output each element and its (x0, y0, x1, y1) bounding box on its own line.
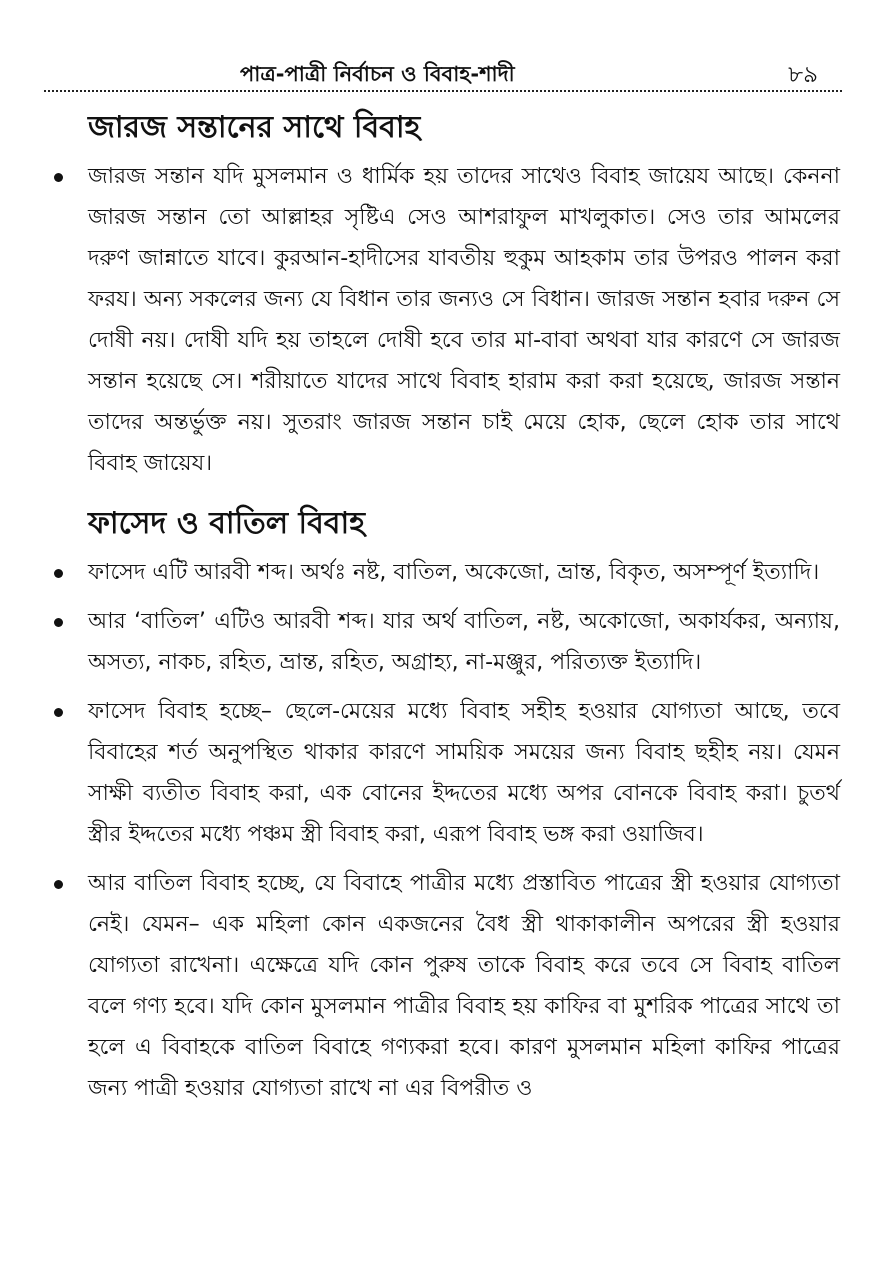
section-fasid-batil-marriage (40, 496, 840, 1109)
section-illegitimate-child-marriage (40, 100, 840, 484)
paragraph-text: আর ‘বাতিল’ এটিও আরবী শব্দ। যার অর্থ বাতিল, নষ্ট, অকোজো, অকার্যকর, অন্যায়, অসত্য, নাকচ, রহিত, ভ্রান্ত, রহিত, অগ্রাহ্য, না-মঞ্জুর, পরিত্যক্ত ইত্যাদি। (88, 609, 840, 675)
page-body (40, 100, 840, 1119)
bullet-paragraph (40, 863, 840, 1109)
bullet-paragraph (40, 156, 840, 484)
bullet-icon (54, 173, 63, 182)
bullet-icon (54, 880, 63, 889)
paragraph-text: ফাসেদ বিবাহ হচ্ছে– ছেলে-মেয়ের মধ্যে বিবাহ সহীহ হওয়ার যোগ্যতা আছে, তবে বিবাহের শর্ত অনুপস্থিত থাকার কারণে সাময়িক সময়ের জন্য বিবাহ ছহীহ নয়। যেমন সাক্ষী ব্যতীত বিবাহ করা, এক বোনের ইদ্দতের মধ্যে অপর বোনকে বিবাহ করা। চুতর্থ স্ত্রীর ইদ্দতের মধ্যে পঞ্চম স্ত্রী বিবাহ করা, এরূপ বিবাহ ভঙ্গ করা ওয়াজিব। (88, 699, 840, 847)
bullet-icon (54, 569, 63, 578)
page-number: ৮৯ (788, 62, 818, 88)
running-header (40, 52, 840, 92)
section-heading: ফাসেদ ও বাতিল বিবাহ (88, 506, 365, 541)
header-dotted-rule (44, 90, 842, 92)
running-header-title: পাত্র-পাত্রী নির্বাচন ও বিবাহ-শাদী (240, 62, 515, 86)
paragraph-text: ফাসেদ এটি আরবী শব্দ। অর্থঃ নষ্ট, বাতিল, অকেজো, ভ্রান্ত, বিকৃত, অসম্পূর্ণ ইত্যাদি। (88, 560, 820, 585)
paragraph-text: জারজ সন্তান যদি মুসলমান ও ধার্মিক হয় তাদের সাথেও বিবাহ জায়েয আছে। কেননা জারজ সন্তান তো আল্লাহর সৃষ্টিএ সেও আশরাফুল মাখলুকাত। সেও তার আমলের দরুণ জান্নাতে যাবে। কুরআন-হাদীসের যাবতীয় হুকুম আহকাম তার উপরও পালন করা ফরয। অন্য সকলের জন্য যে বিধান তার জন্যও সে বিধান। জারজ সন্তান হবার দরুন সে দোষী নয়। দোষী যদি হয় তাহলে দোষী হবে তার মা-বাবা অথবা যার কারণে সে জারজ সন্তান হয়েছে সে। শরীয়াতে যাদের সাথে বিবাহ হারাম করা করা হয়েছে, জারজ সন্তান তাদের অন্তর্ভুক্ত নয়। সুতরাং জারজ সন্তান চাই মেয়ে হোক, ছেলে হোক তার সাথে বিবাহ জায়েয। (88, 164, 840, 476)
bullet-paragraph (40, 601, 840, 683)
bullet-icon (54, 618, 63, 627)
paragraph-text: আর বাতিল বিবাহ হচ্ছে, যে বিবাহে পাত্রীর মধ্যে প্রস্তাবিত পাত্রের স্ত্রী হওয়ার যোগ্যতা নেই। যেমন– এক মহিলা কোন একজনের বৈধ স্ত্রী থাকাকালীন অপরের স্ত্রী হওয়ার যোগ্যতা রাখেনা। এক্ষেত্রে যদি কোন পুরুষ তাকে বিবাহ করে তবে সে বিবাহ বাতিল বলে গণ্য হবে। যদি কোন মুসলমান পাত্রীর বিবাহ হয় কাফির বা মুশরিক পাত্রের সাথে তা হলে এ বিবাহকে বাতিল বিবাহে গণ্যকরা হবে। কারণ মুসলমান মহিলা কাফির পাত্রের জন্য পাত্রী হওয়ার যোগ্যতা রাখে না এর বিপরীত ও (88, 871, 840, 1101)
bullet-paragraph (40, 552, 840, 593)
bullet-icon (54, 708, 63, 717)
bullet-paragraph (40, 691, 840, 855)
section-heading: জারজ সন্তানের সাথে বিবাহ (88, 110, 421, 145)
